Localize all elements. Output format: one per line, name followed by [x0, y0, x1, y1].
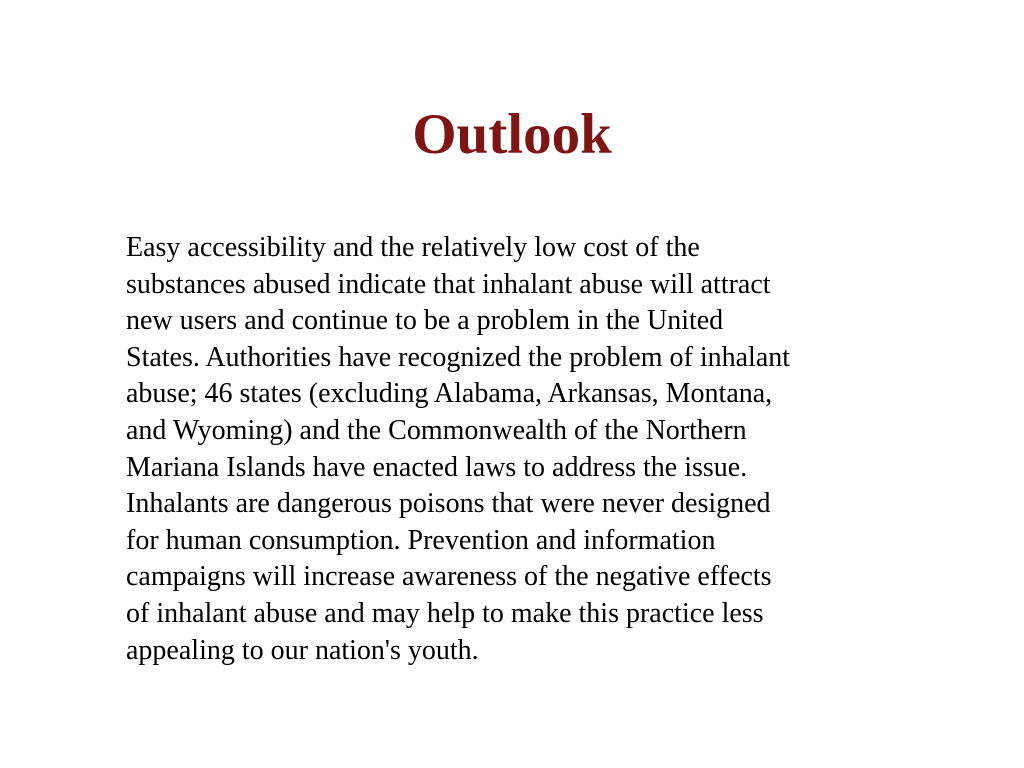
- slide-title: Outlook: [412, 103, 612, 166]
- body-line: appealing to our nation's youth.: [126, 634, 479, 666]
- slide-body-paragraph: [126, 230, 956, 669]
- body-line: Easy accessibility and the relatively low cost of the: [126, 232, 700, 263]
- body-line: new users and continue to be a problem in the United: [126, 305, 724, 337]
- body-line: States. Authorities have recognized the problem of inhalant: [126, 341, 791, 373]
- body-line: Mariana Islands have enacted laws to address the issue.: [126, 451, 748, 483]
- body-line: abuse; 46 states (excluding Alabama, Arkansas, Montana,: [126, 378, 773, 410]
- body-line: and Wyoming) and the Commonwealth of the Northern: [126, 414, 747, 446]
- body-line: substances abused indicate that inhalant abuse will attract: [126, 268, 771, 300]
- body-line: of inhalant abuse and may help to make this practice less: [126, 597, 764, 629]
- body-line: Inhalants are dangerous poisons that were never designed: [126, 488, 771, 520]
- body-line: campaigns will increase awareness of the negative effects: [126, 561, 772, 593]
- body-line: for human consumption. Prevention and information: [126, 524, 716, 556]
